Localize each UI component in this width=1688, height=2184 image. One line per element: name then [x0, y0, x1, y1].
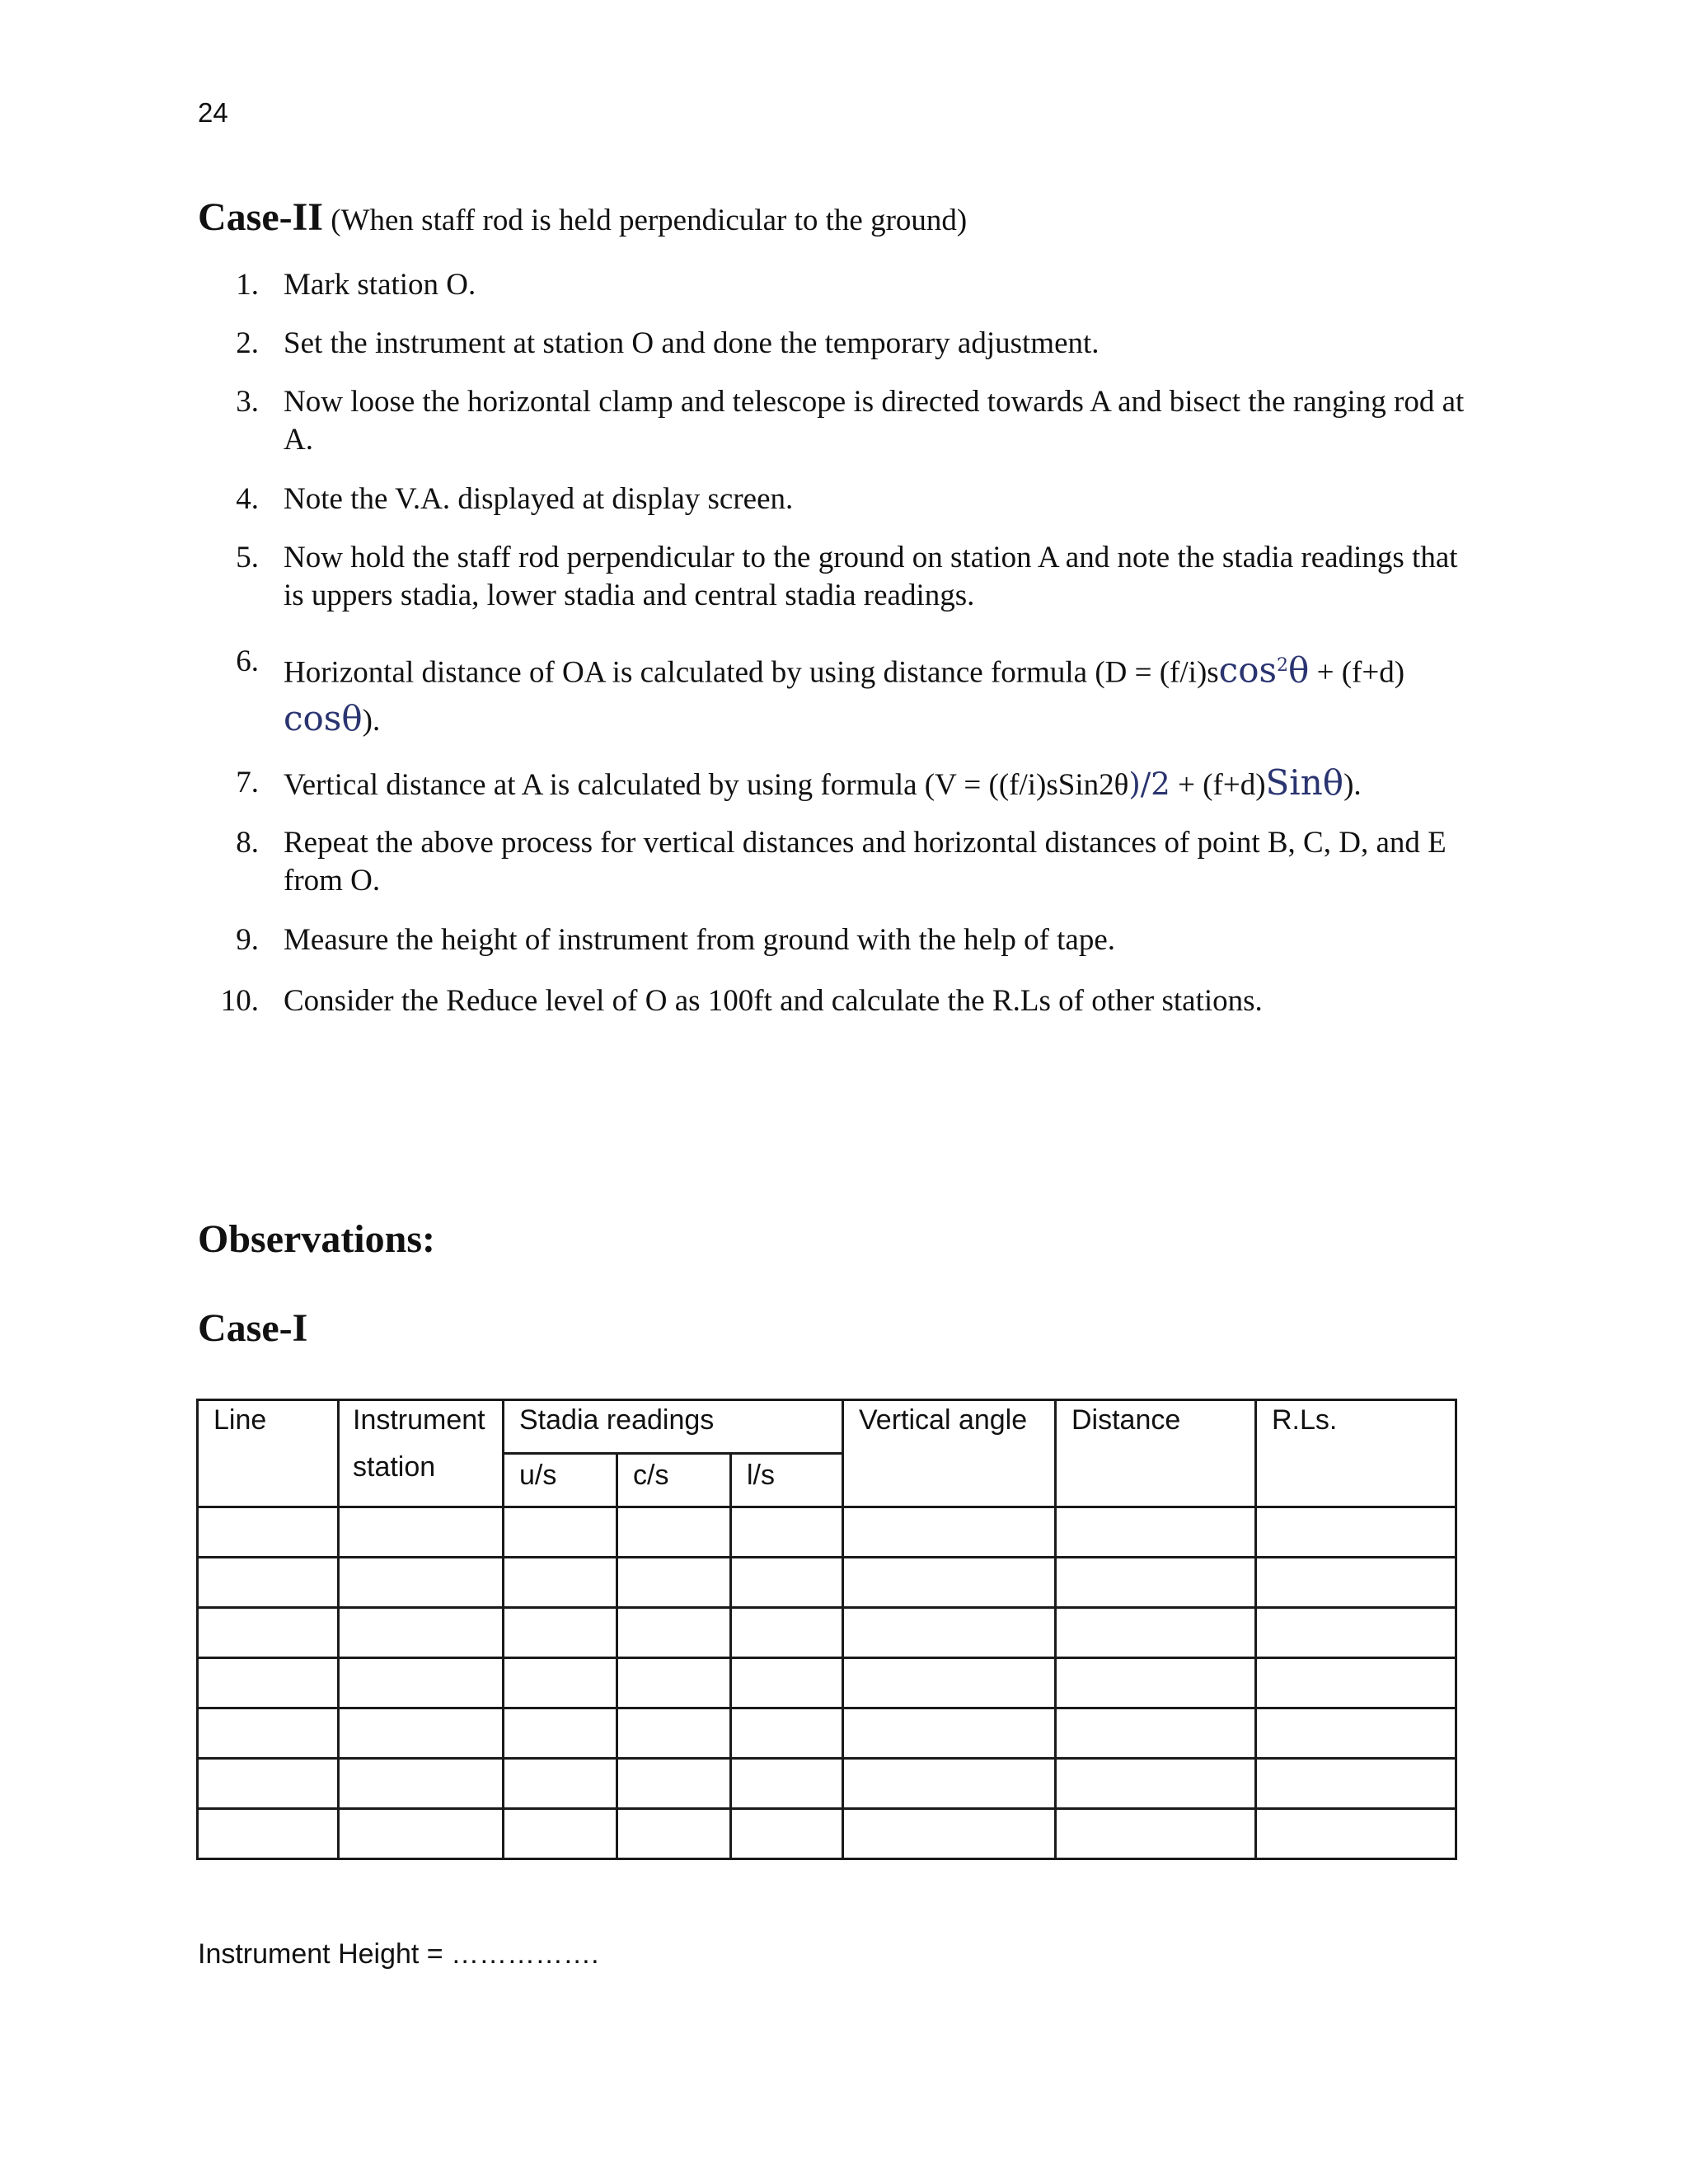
table-header-row: [198, 1400, 1456, 1454]
table-cell: [843, 1809, 1056, 1859]
table-cell: [339, 1658, 504, 1708]
table-cell: [843, 1507, 1056, 1558]
header-stadia-readings: Stadia readings: [504, 1400, 843, 1454]
formula-text: ).: [362, 704, 381, 738]
table-cell: [198, 1608, 339, 1658]
table-cell: [339, 1608, 504, 1658]
table-row: [198, 1809, 1456, 1859]
table-cell: [504, 1507, 617, 1558]
instrument-height-line: Instrument Height = …………….: [198, 1938, 599, 1970]
table-row: [198, 1558, 1456, 1608]
step-text: Consider the Reduce level of O as 100ft and calculate the R.Ls of other stations.: [284, 984, 1263, 1018]
header-line: Line: [198, 1400, 339, 1507]
table-cell: [504, 1708, 617, 1759]
table-cell: [1056, 1507, 1256, 1558]
table-cell: [1256, 1608, 1456, 1658]
table-cell: [198, 1507, 339, 1558]
table-cell: [843, 1708, 1056, 1759]
table-cell: [198, 1558, 339, 1608]
header-vertical-angle: Vertical angle: [843, 1400, 1056, 1507]
step-number: 8.: [236, 826, 259, 860]
page-number: 24: [198, 97, 228, 128]
table-cell: [1056, 1608, 1256, 1658]
header-cs: c/s: [617, 1454, 731, 1507]
step-number: 10.: [220, 984, 259, 1018]
table-row: [198, 1608, 1456, 1658]
table-cell: [731, 1507, 843, 1558]
step-text: Measure the height of instrument from ground with the help of tape.: [284, 923, 1116, 957]
table-cell: [339, 1558, 504, 1608]
formula-text: Horizontal distance of OA is calculated by using distance formula (D = (f/i)s: [284, 655, 1219, 690]
table-cell: [339, 1759, 504, 1809]
step-text: [284, 764, 1484, 804]
step-text: [284, 643, 1484, 744]
formula-text: Vertical distance at A is calculated by using formula (V = ((f/i)sSin2θ: [284, 768, 1129, 802]
table-cell: [617, 1809, 731, 1859]
table-cell: [339, 1708, 504, 1759]
step-number: 9.: [236, 923, 259, 957]
table-cell: [843, 1759, 1056, 1809]
table-cell: [617, 1507, 731, 1558]
table-cell: [1056, 1658, 1256, 1708]
table-cell: [1256, 1809, 1456, 1859]
table-row: [198, 1507, 1456, 1558]
observations-heading: Observations:: [198, 1217, 435, 1261]
table-cell: [1056, 1558, 1256, 1608]
table-cell: [1056, 1809, 1256, 1859]
table-cell: [1256, 1507, 1456, 1558]
case2-subtitle: (When staff rod is held perpendicular to the ground): [331, 204, 968, 237]
table-cell: [504, 1759, 617, 1809]
step-number: 7.: [236, 766, 259, 799]
cos-theta-symbol: cosθ: [284, 698, 363, 739]
table-cell: [1256, 1759, 1456, 1809]
table-cell: [843, 1558, 1056, 1608]
table-cell: [617, 1708, 731, 1759]
step-text: Now loose the horizontal clamp and telescope is directed towards A and bisect the ranging rod at A.: [284, 385, 1465, 457]
table-cell: [339, 1809, 504, 1859]
header-ls: l/s: [731, 1454, 843, 1507]
table-cell: [731, 1658, 843, 1708]
step-number: 1.: [236, 268, 259, 302]
header-us: u/s: [504, 1454, 617, 1507]
step-text: Mark station O.: [284, 268, 476, 302]
step-number: 4.: [236, 482, 259, 516]
step-number: 2.: [236, 326, 259, 360]
theta-symbol: θ: [1288, 649, 1310, 691]
step-text: Now hold the staff rod perpendicular to the ground on station A and note the stadia readings that is uppers stadia, lower stadia and central stadia readings.: [284, 541, 1458, 612]
table-cell: [504, 1809, 617, 1859]
step-text: Set the instrument at station O and done the temporary adjustment.: [284, 326, 1100, 360]
table-cell: [617, 1608, 731, 1658]
step-number: 5.: [236, 541, 259, 574]
table-cell: [1256, 1658, 1456, 1708]
table-cell: [617, 1759, 731, 1809]
table-cell: [198, 1809, 339, 1859]
table-row: [198, 1759, 1456, 1809]
table-cell: [731, 1608, 843, 1658]
table-row: [198, 1708, 1456, 1759]
table-cell: [1256, 1558, 1456, 1608]
header-instrument-station: Instrument station: [339, 1400, 504, 1507]
table-cell: [731, 1759, 843, 1809]
table-cell: [731, 1708, 843, 1759]
table-cell: [198, 1759, 339, 1809]
header-distance: Distance: [1056, 1400, 1256, 1507]
formula-text: ).: [1343, 768, 1362, 802]
case2-title: Case-II: [198, 195, 323, 239]
table-cell: [1056, 1759, 1256, 1809]
observations-table: [196, 1399, 1457, 1860]
table-cell: [504, 1608, 617, 1658]
table-cell: [843, 1658, 1056, 1708]
table-cell: [731, 1809, 843, 1859]
table-cell: [504, 1558, 617, 1608]
case2-heading: [198, 194, 967, 240]
table-row: [198, 1658, 1456, 1708]
formula-text: + (f+d): [1170, 768, 1266, 802]
table-cell: [617, 1558, 731, 1608]
table-cell: [731, 1558, 843, 1608]
superscript-2: 2: [1277, 655, 1289, 676]
header-rls: R.Ls.: [1256, 1400, 1456, 1507]
table-cell: [1056, 1708, 1256, 1759]
formula-fraction: )/2: [1128, 766, 1170, 802]
sin-theta-symbol: Sinθ: [1265, 762, 1344, 803]
cos-symbol: cos: [1218, 649, 1278, 691]
formula-text: + (f+d): [1309, 655, 1405, 690]
table-cell: [617, 1658, 731, 1708]
table-cell: [1256, 1708, 1456, 1759]
step-number: 3.: [236, 385, 259, 419]
table-cell: [504, 1658, 617, 1708]
table-cell: [198, 1708, 339, 1759]
step-text: Note the V.A. displayed at display screen.: [284, 482, 794, 516]
step-number: 6.: [236, 644, 259, 678]
table-cell: [198, 1658, 339, 1708]
case1-heading: Case-I: [198, 1306, 308, 1350]
step-text: Repeat the above process for vertical distances and horizontal distances of point B, C, D, and E from O.: [284, 826, 1447, 898]
table-cell: [339, 1507, 504, 1558]
table-cell: [843, 1608, 1056, 1658]
